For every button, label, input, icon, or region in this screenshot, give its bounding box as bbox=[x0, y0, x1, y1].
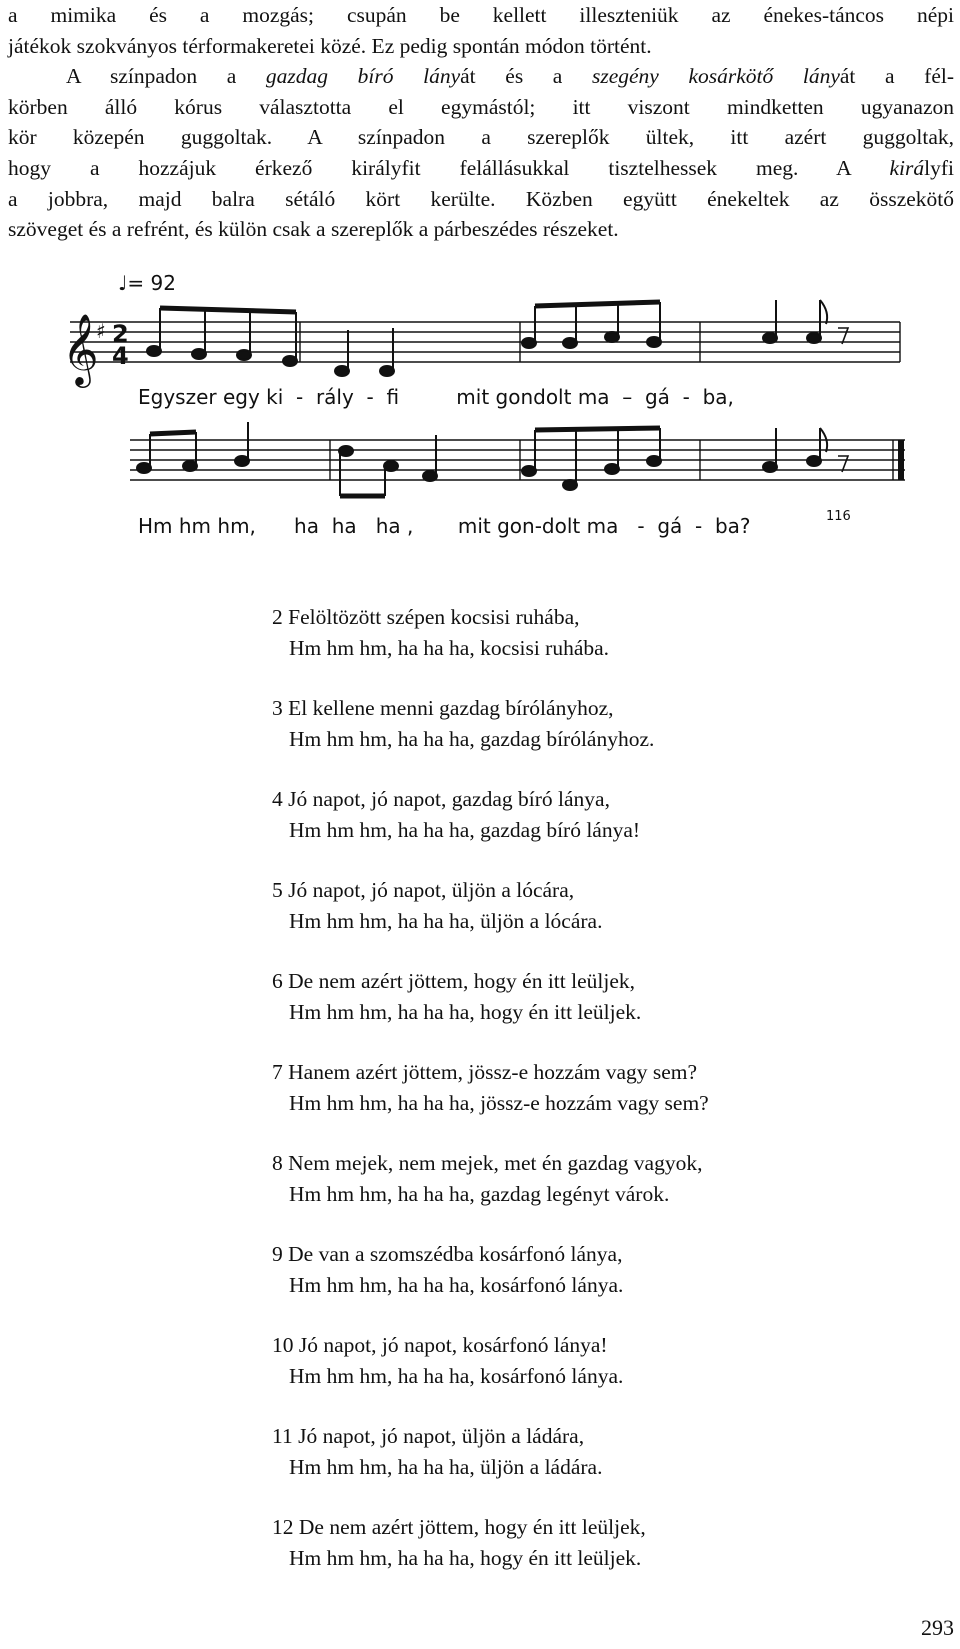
prose-line: kör közepén guggoltak. A színpadon a szereplők ültek, itt azért guggoltak, bbox=[8, 125, 954, 150]
prose-line: A színpadon a gazdag bíró lányát és a szegény kosárkötő lányát a fél- bbox=[66, 64, 955, 89]
notes-line-1 bbox=[147, 300, 848, 376]
treble-clef-icon: 𝄞 bbox=[62, 312, 99, 385]
verse-line: 8 Nem mejek, nem mejek, met én gazdag vagyok, bbox=[272, 1151, 703, 1175]
verse bbox=[272, 966, 912, 1027]
refrain-line: Hm hm hm, ha ha ha, gazdag bírólányhoz. bbox=[289, 726, 655, 751]
verse bbox=[272, 875, 912, 936]
verse bbox=[272, 1421, 912, 1482]
svg-text:4: 4 bbox=[112, 342, 129, 370]
verses-list bbox=[272, 602, 912, 1603]
refrain-line: Hm hm hm, ha ha ha, kosárfonó lánya. bbox=[289, 1272, 624, 1297]
prose-line: a jobbra, majd balra sétáló kört kerülte. Közben együtt énekeltek az összekötő bbox=[8, 186, 954, 211]
verse bbox=[272, 1512, 912, 1573]
refrain-line: Hm hm hm, ha ha ha, üljön a lócára. bbox=[289, 908, 603, 933]
prose-line: játékok szokványos térformakeretei közé. Ez pedig spontán módon történt. bbox=[8, 33, 652, 58]
refrain-line: Hm hm hm, ha ha ha, jössz-e hozzám vagy sem? bbox=[289, 1090, 709, 1115]
verse-line: 5 Jó napot, jó napot, üljön a lócára, bbox=[272, 878, 575, 902]
verse-line: 11 Jó napot, jó napot, üljön a ládára, bbox=[272, 1424, 585, 1448]
lyrics-line-1: Egyszer egy ki - rály - fi mit gondolt ma – gá - ba, bbox=[138, 385, 734, 409]
prose-line: a mimika és a mozgás; csupán be kellett illeszteniük az énekes-táncos népi bbox=[8, 3, 954, 27]
verse-line: 2 Felöltözött szépen kocsisi ruhába, bbox=[272, 605, 580, 629]
footnote-ref: 116 bbox=[826, 509, 851, 524]
intro-paragraph bbox=[8, 0, 954, 245]
lyrics-line-2: Hm hm hm, ha ha ha , mit gon-dolt ma - gá - ba? bbox=[138, 514, 751, 538]
verse-line: 6 De nem azért jöttem, hogy én itt leüljek, bbox=[272, 969, 636, 993]
refrain-line: Hm hm hm, ha ha ha, hogy én itt leüljek. bbox=[289, 1545, 642, 1570]
refrain-line: Hm hm hm, ha ha ha, kocsisi ruhába. bbox=[289, 635, 610, 660]
svg-text:2: 2 bbox=[112, 320, 129, 348]
prose-line: hogy a hozzájuk érkező királyfit felállásukkal tisztelhessek meg. A királyfi bbox=[8, 155, 954, 180]
notes-line-2 bbox=[137, 422, 848, 496]
music-score bbox=[0, 270, 960, 570]
verse-line: 9 De van a szomszédba kosárfonó lánya, bbox=[272, 1242, 623, 1266]
sharp-icon: ♯ bbox=[96, 319, 106, 343]
verse bbox=[272, 1330, 912, 1391]
tempo-marking: ♩= 92 bbox=[118, 271, 176, 295]
verse bbox=[272, 1148, 912, 1209]
page-number: 293 bbox=[921, 1615, 954, 1640]
verse-line: 12 De nem azért jöttem, hogy én itt leüljek, bbox=[272, 1515, 646, 1539]
verse bbox=[272, 1239, 912, 1300]
verse bbox=[272, 602, 912, 663]
refrain-line: Hm hm hm, ha ha ha, kosárfonó lánya. bbox=[289, 1363, 624, 1388]
refrain-line: Hm hm hm, ha ha ha, hogy én itt leüljek. bbox=[289, 999, 642, 1024]
verse-line: 7 Hanem azért jöttem, jössz-e hozzám vagy sem? bbox=[272, 1060, 698, 1084]
refrain-line: Hm hm hm, ha ha ha, gazdag legényt várok. bbox=[289, 1181, 670, 1206]
refrain-line: Hm hm hm, ha ha ha, gazdag bíró lánya! bbox=[289, 817, 641, 842]
prose-line: szöveget és a refrént, és külön csak a szereplők a párbeszédes részeket. bbox=[8, 217, 619, 242]
prose-line: körben álló kórus választotta el egymástól; itt viszont mindketten ugyanazon bbox=[8, 94, 954, 119]
verse bbox=[272, 693, 912, 754]
verse-line: 10 Jó napot, jó napot, kosárfonó lánya! bbox=[272, 1333, 608, 1357]
refrain-line: Hm hm hm, ha ha ha, üljön a ládára. bbox=[289, 1454, 603, 1479]
verse-line: 4 Jó napot, jó napot, gazdag bíró lánya, bbox=[272, 787, 610, 811]
verse-line: 3 El kellene menni gazdag bírólányhoz, bbox=[272, 696, 614, 720]
verse bbox=[272, 784, 912, 845]
verse bbox=[272, 1057, 912, 1118]
